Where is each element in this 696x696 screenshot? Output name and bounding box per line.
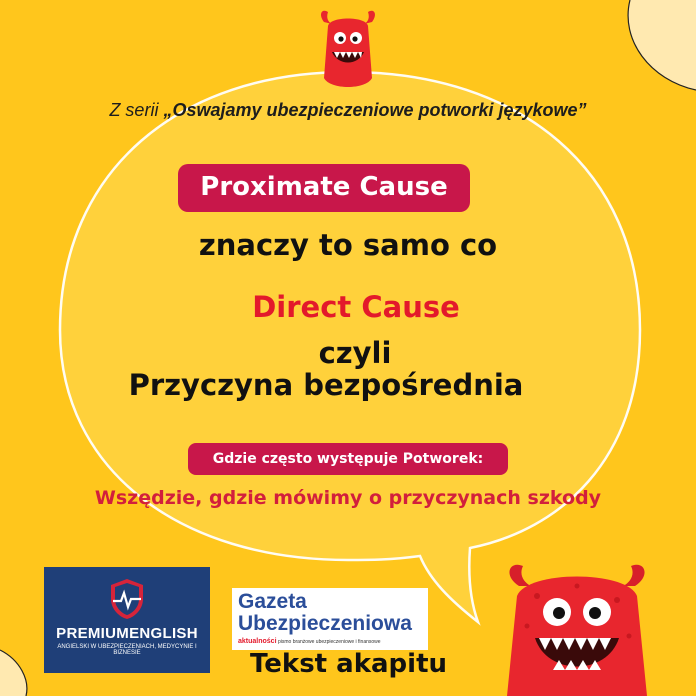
where-answer: Wszędzie, gdzie mówimy o przyczynach szkody	[94, 487, 602, 509]
red-monster-large-icon	[497, 556, 657, 696]
shield-heartbeat-icon	[107, 577, 147, 621]
series-prefix: Z serii	[109, 100, 164, 120]
means-text: znaczy to samo co	[198, 228, 498, 262]
gazeta-tag: aktualności	[238, 638, 277, 645]
caption-text: Tekst akapitu	[250, 649, 448, 679]
premium-english-logo[interactable]	[44, 567, 210, 673]
where-label: Gdzie często występuje Potworek:	[188, 443, 508, 475]
gazeta-line2: Ubezpieczeniowa	[238, 612, 412, 635]
premium-english-name: PREMIUMENGLISH	[56, 625, 198, 642]
translation-text: Przyczyna bezpośrednia	[128, 368, 524, 402]
corner-decoration-top-right	[590, 0, 696, 110]
series-name: „Oswajamy ubezpieczeniowe potworki językowe”	[163, 100, 587, 120]
term-label: Proximate Cause	[178, 164, 470, 212]
premium-english-tagline: ANGIELSKI W UBEZPIECZENIACH, MEDYCYNIE I BIZNESIE	[57, 644, 197, 656]
series-title	[0, 100, 696, 121]
gazeta-line1: Gazeta	[238, 590, 307, 613]
gazeta-subtag: pismo branżowe ubezpieczeniowe i finansowe	[278, 639, 381, 645]
or-text: czyli	[318, 336, 392, 370]
gazeta-ubezpieczeniowa-logo[interactable]	[232, 588, 428, 650]
red-monster-small-icon	[316, 8, 380, 92]
synonym-text: Direct Cause	[252, 290, 460, 324]
